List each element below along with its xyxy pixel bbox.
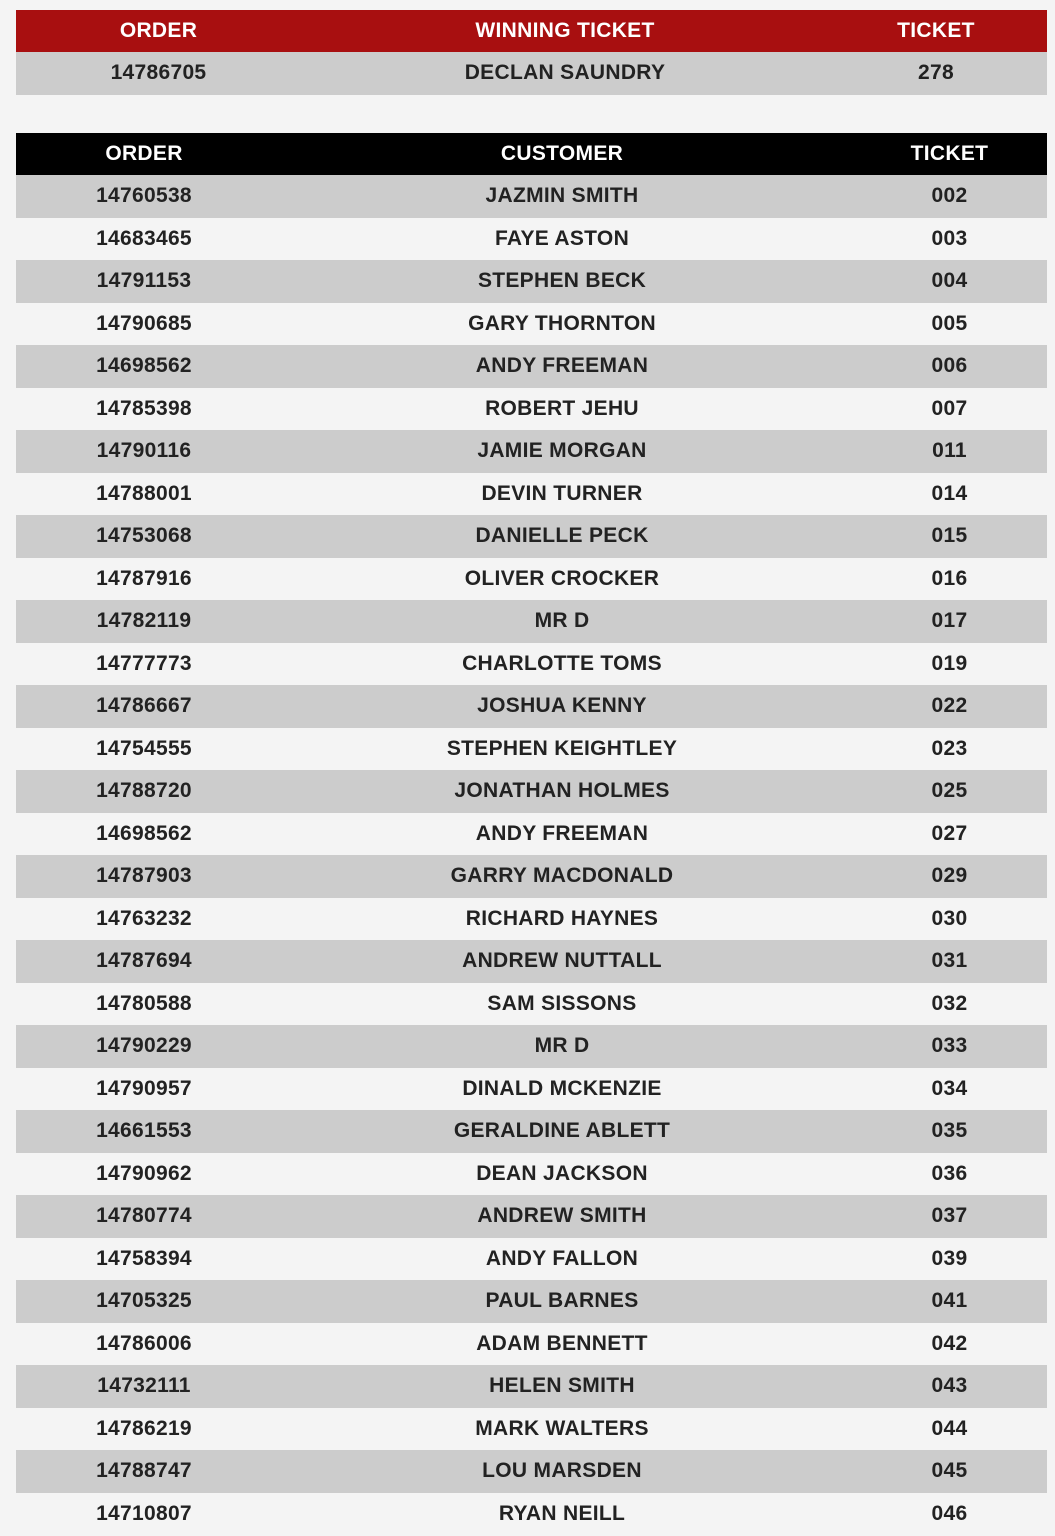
ticket-number: 032 xyxy=(931,991,968,1015)
order-number: 14760538 xyxy=(96,184,192,208)
winner-name: DECLAN SAUNDRY xyxy=(464,61,666,85)
customer-name: MR D xyxy=(534,1034,590,1058)
order-number: 14790229 xyxy=(96,1034,192,1058)
order-number: 14786219 xyxy=(96,1416,192,1440)
table-row xyxy=(16,1068,1047,1111)
header-ticket: TICKET xyxy=(910,142,989,165)
table-row xyxy=(16,303,1047,346)
ticket-number: 006 xyxy=(931,354,968,378)
ticket-number: 039 xyxy=(931,1246,968,1270)
customer-name: ANDREW SMITH xyxy=(477,1204,647,1228)
customer-name: OLIVER CROCKER xyxy=(464,566,660,590)
table-row xyxy=(16,345,1047,388)
ticket-number: 022 xyxy=(931,694,968,718)
ticket-number: 005 xyxy=(931,311,968,335)
table-row xyxy=(16,1493,1047,1536)
order-number: 14732111 xyxy=(97,1374,191,1398)
table-row xyxy=(16,218,1047,261)
order-number: 14763232 xyxy=(96,906,192,930)
ticket-number: 015 xyxy=(931,524,968,548)
order-number: 14710807 xyxy=(96,1501,192,1525)
ticket-number: 043 xyxy=(931,1374,968,1398)
order-number: 14758394 xyxy=(96,1246,192,1270)
customer-name: ANDREW NUTTALL xyxy=(462,949,662,973)
table-row xyxy=(16,1195,1047,1238)
ticket-number: 030 xyxy=(931,906,968,930)
entries-body xyxy=(16,175,1047,1535)
ticket-number: 033 xyxy=(931,1034,968,1058)
table-row xyxy=(16,175,1047,218)
table-row xyxy=(16,1408,1047,1451)
customer-name: DEAN JACKSON xyxy=(476,1161,648,1185)
order-number: 14790116 xyxy=(96,439,192,463)
order-number: 14661553 xyxy=(96,1119,192,1143)
order-number: 14777773 xyxy=(96,651,192,675)
table-row xyxy=(16,813,1047,856)
ticket-number: 007 xyxy=(931,396,968,420)
order-number: 14782119 xyxy=(96,609,192,633)
ticket-number: 003 xyxy=(931,226,968,250)
ticket-number: 025 xyxy=(931,779,968,803)
order-number: 14790685 xyxy=(96,311,192,335)
table-row xyxy=(16,1025,1047,1068)
winner-ticket-number: 278 xyxy=(918,61,954,85)
table-row xyxy=(16,728,1047,771)
customer-name: GARRY MACDONALD xyxy=(450,864,674,888)
customer-name: MR D xyxy=(534,609,590,633)
table-row xyxy=(16,1365,1047,1408)
table-row xyxy=(16,473,1047,516)
customer-name: DINALD MCKENZIE xyxy=(462,1076,662,1100)
order-number: 14787903 xyxy=(96,864,192,888)
table-row xyxy=(16,770,1047,813)
ticket-number: 045 xyxy=(931,1459,968,1483)
order-number: 14698562 xyxy=(96,821,192,845)
customer-name: MARK WALTERS xyxy=(475,1416,649,1440)
order-number: 14791153 xyxy=(96,269,192,293)
ticket-number: 037 xyxy=(931,1204,968,1228)
table-row xyxy=(16,1238,1047,1281)
order-number: 14788001 xyxy=(96,481,192,505)
customer-name: ANDY FALLON xyxy=(485,1246,639,1270)
customer-name: SAM SISSONS xyxy=(487,991,637,1015)
customer-name: ADAM BENNETT xyxy=(476,1331,648,1355)
table-row xyxy=(16,260,1047,303)
customer-name: JAZMIN SMITH xyxy=(485,184,639,208)
ticket-number: 029 xyxy=(931,864,968,888)
order-number: 14786667 xyxy=(96,694,192,718)
ticket-number: 023 xyxy=(931,736,968,760)
winning-ticket-row xyxy=(16,52,1047,95)
ticket-number: 044 xyxy=(931,1416,968,1440)
table-row xyxy=(16,600,1047,643)
customer-name: JAMIE MORGAN xyxy=(477,439,647,463)
order-number: 14788747 xyxy=(96,1459,192,1483)
header-order: ORDER xyxy=(105,142,183,165)
header-customer: CUSTOMER xyxy=(500,142,624,165)
header-winning-ticket: WINNING TICKET xyxy=(475,19,655,42)
table-row xyxy=(16,1153,1047,1196)
customer-name: JOSHUA KENNY xyxy=(477,694,647,718)
table-row xyxy=(16,430,1047,473)
order-number: 14787694 xyxy=(96,949,192,973)
ticket-number: 034 xyxy=(931,1076,968,1100)
order-number: 14785398 xyxy=(96,396,192,420)
order-number: 14683465 xyxy=(96,226,192,250)
customer-name: GERALDINE ABLETT xyxy=(453,1119,671,1143)
ticket-number: 031 xyxy=(931,949,968,973)
table-row xyxy=(16,643,1047,686)
table-row xyxy=(16,855,1047,898)
customer-name: STEPHEN BECK xyxy=(477,269,647,293)
ticket-number: 035 xyxy=(931,1119,968,1143)
customer-name: LOU MARSDEN xyxy=(482,1459,642,1483)
table-row xyxy=(16,1323,1047,1366)
table-row xyxy=(16,685,1047,728)
table-row xyxy=(16,388,1047,431)
table-row xyxy=(16,1280,1047,1323)
order-number: 14787916 xyxy=(96,566,192,590)
customer-name: RYAN NEILL xyxy=(498,1501,626,1525)
ticket-number: 027 xyxy=(931,821,968,845)
ticket-number: 002 xyxy=(931,184,968,208)
customer-name: RICHARD HAYNES xyxy=(465,906,659,930)
order-number: 14705325 xyxy=(96,1289,192,1313)
order-number: 14788720 xyxy=(96,779,192,803)
customer-name: JONATHAN HOLMES xyxy=(454,779,670,803)
order-number: 14780588 xyxy=(96,991,192,1015)
ticket-number: 041 xyxy=(931,1289,968,1313)
ticket-number: 017 xyxy=(931,609,968,633)
customer-name: ANDY FREEMAN xyxy=(475,821,649,845)
ticket-number: 042 xyxy=(931,1331,968,1355)
customer-name: ROBERT JEHU xyxy=(485,396,639,420)
customer-name: PAUL BARNES xyxy=(485,1289,639,1313)
table-row xyxy=(16,1450,1047,1493)
header-ticket: TICKET xyxy=(897,19,975,42)
customer-name: DEVIN TURNER xyxy=(481,481,643,505)
customer-name: CHARLOTTE TOMS xyxy=(462,651,662,675)
order-number: 14786006 xyxy=(96,1331,192,1355)
customer-name: ANDY FREEMAN xyxy=(475,354,649,378)
order-number: 14753068 xyxy=(96,524,192,548)
entries-table xyxy=(16,133,1047,1535)
table-row xyxy=(16,558,1047,601)
customer-name: STEPHEN KEIGHTLEY xyxy=(446,736,678,760)
customer-name: GARY THORNTON xyxy=(468,311,656,335)
header-order: ORDER xyxy=(119,19,198,42)
table-row xyxy=(16,1110,1047,1153)
winning-ticket-table xyxy=(16,10,1047,95)
entries-header-row xyxy=(16,133,1047,175)
order-number: 14780774 xyxy=(96,1204,192,1228)
ticket-number: 004 xyxy=(931,269,968,293)
ticket-number: 011 xyxy=(932,439,967,463)
table-row xyxy=(16,898,1047,941)
ticket-number: 016 xyxy=(931,566,968,590)
winning-ticket-header-row xyxy=(16,10,1047,52)
order-number: 14754555 xyxy=(96,736,192,760)
ticket-number: 046 xyxy=(931,1501,968,1525)
table-row xyxy=(16,940,1047,983)
customer-name: DANIELLE PECK xyxy=(475,524,649,548)
order-number: 14790962 xyxy=(96,1161,192,1185)
ticket-number: 019 xyxy=(931,651,968,675)
winner-order-number: 14786705 xyxy=(110,61,207,85)
table-row xyxy=(16,983,1047,1026)
order-number: 14790957 xyxy=(96,1076,192,1100)
ticket-number: 014 xyxy=(931,481,968,505)
ticket-number: 036 xyxy=(931,1161,968,1185)
order-number: 14698562 xyxy=(96,354,192,378)
customer-name: HELEN SMITH xyxy=(489,1374,635,1398)
customer-name: FAYE ASTON xyxy=(494,226,630,250)
table-row xyxy=(16,515,1047,558)
